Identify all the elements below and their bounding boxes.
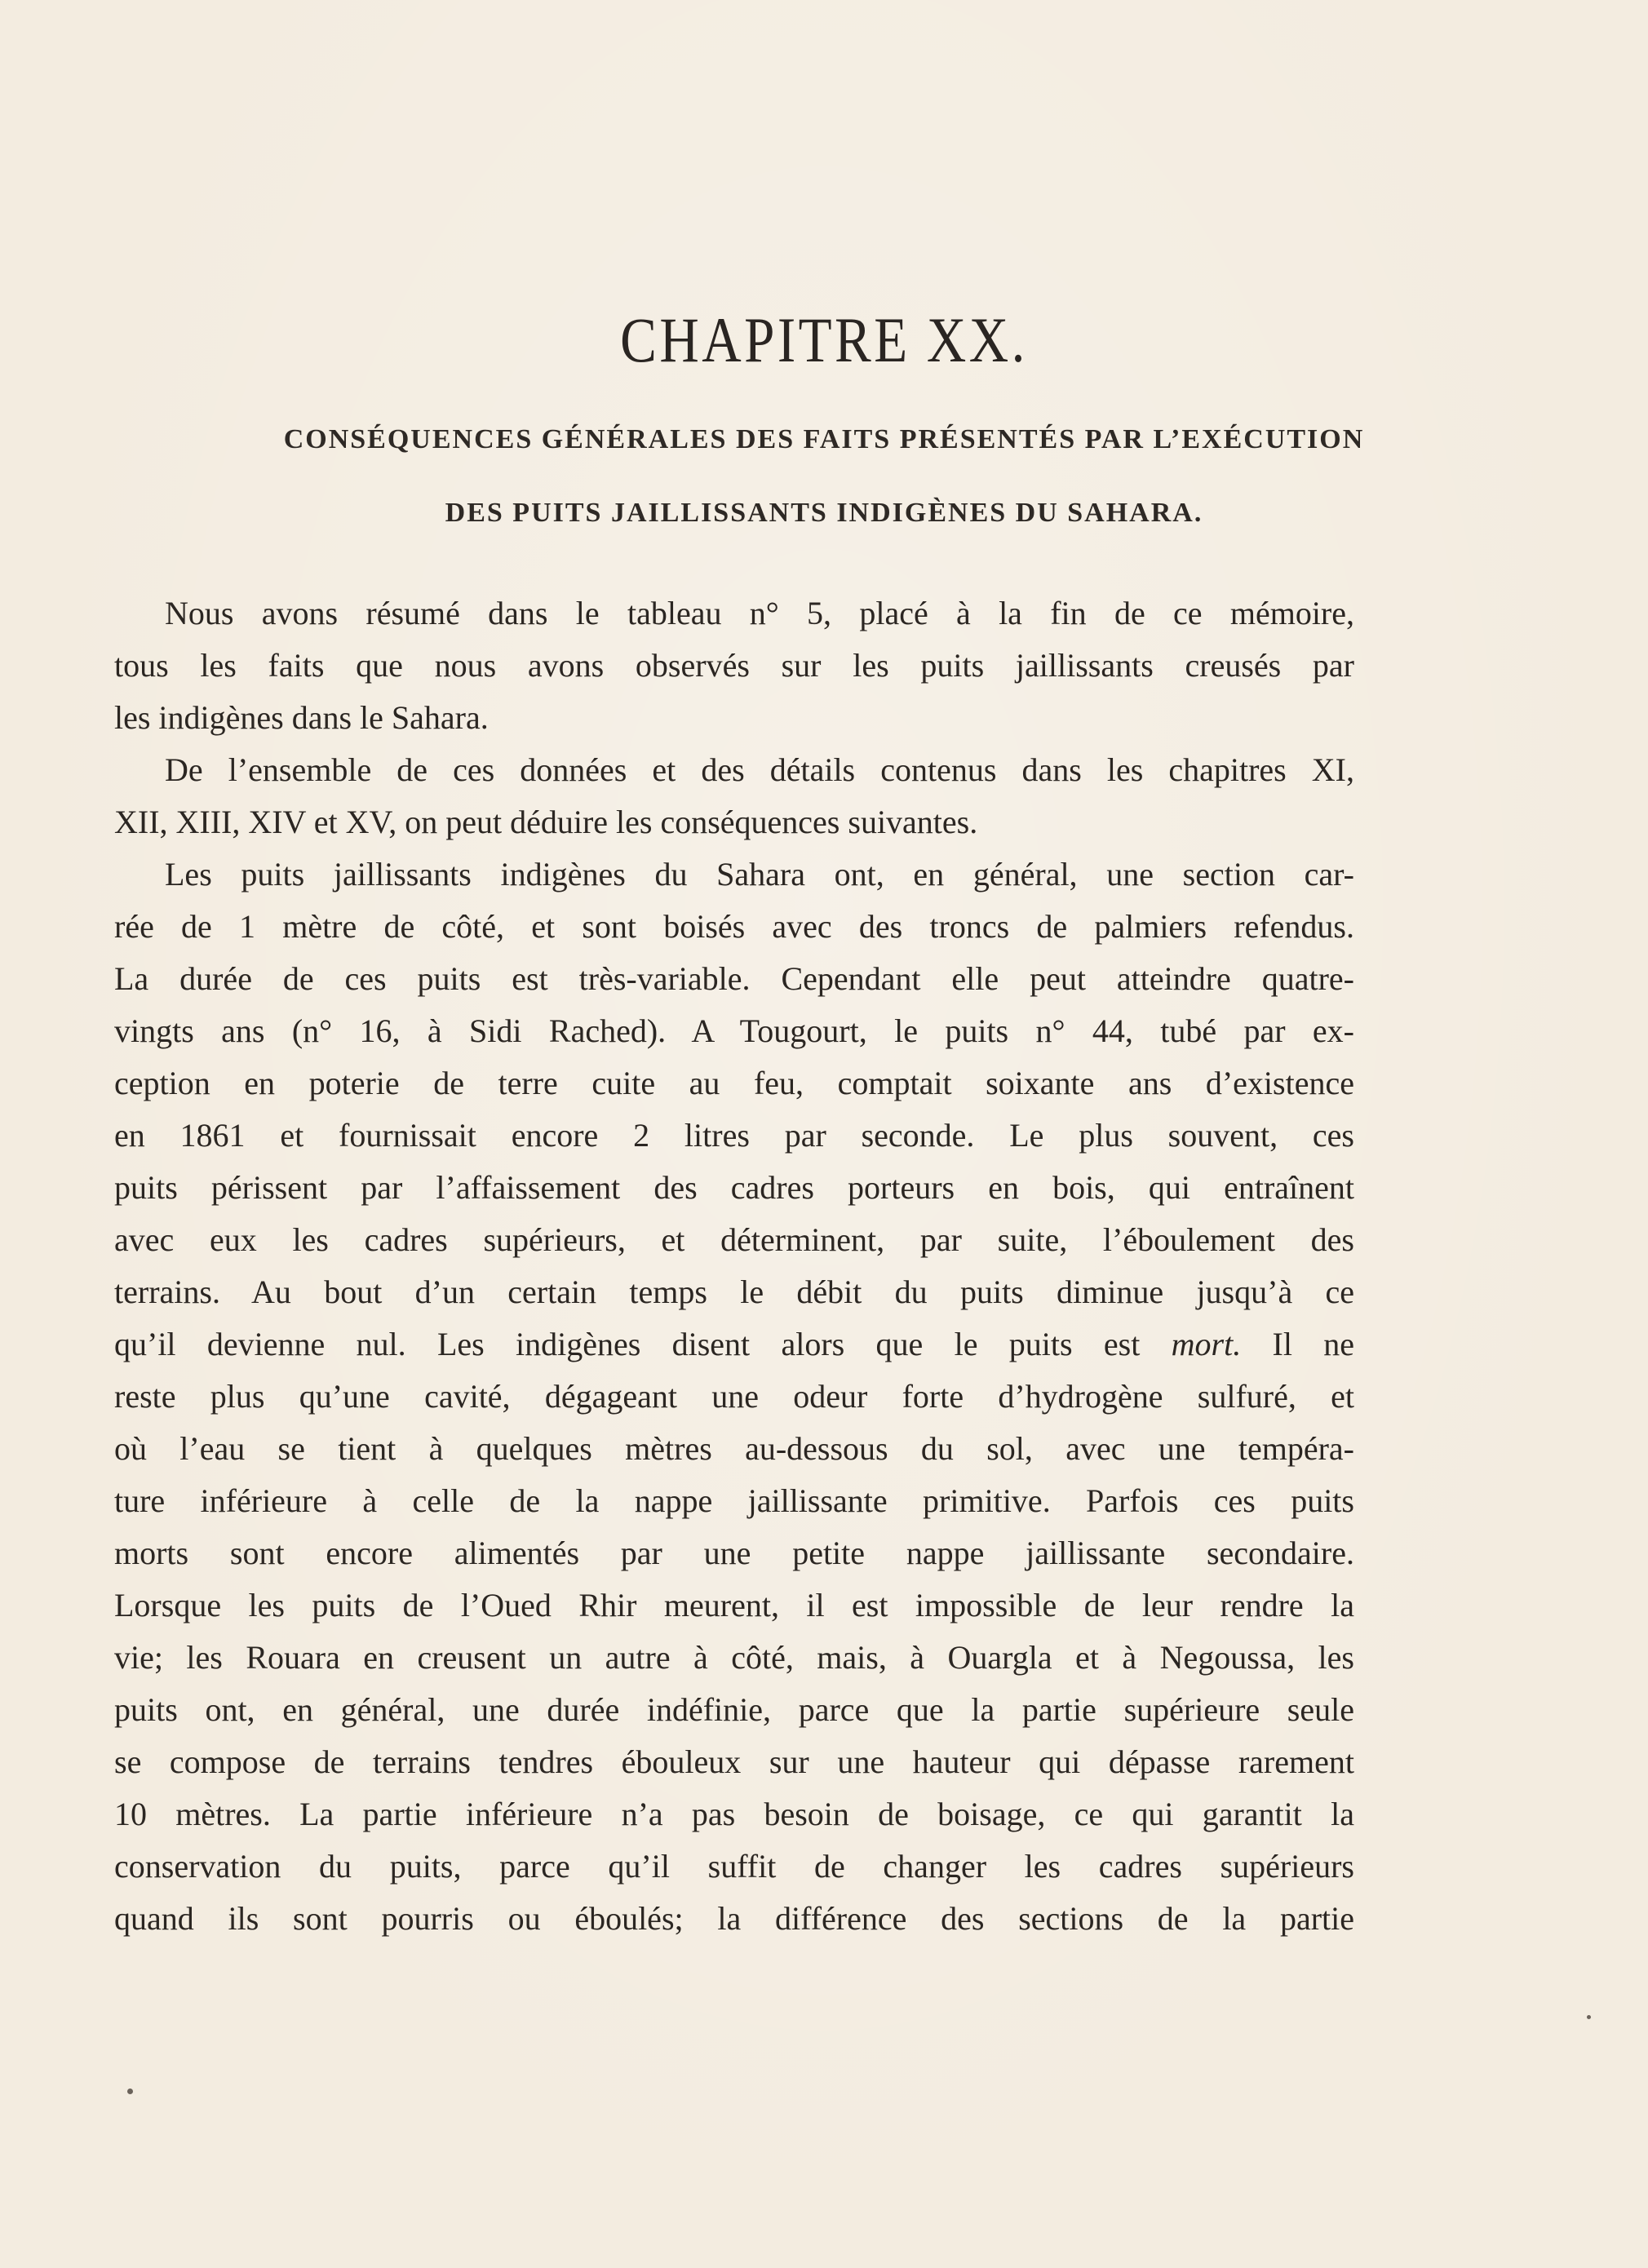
paragraph-line-with-italic — [114, 1318, 1354, 1371]
chapter-subtitle-line-2: DES PUITS JAILLISSANTS INDIGÈNES DU SAHARA. — [445, 498, 1203, 528]
body-text — [114, 587, 1354, 1945]
paragraph-line: vingts ans (n° 16, à Sidi Rached). A Tougourt, le puits n° 44, tubé par ex- — [114, 1012, 1354, 1049]
paragraph-line: Nous avons résumé dans le tableau n° 5, placé à la fin de ce mémoire, — [165, 595, 1354, 631]
line-tail: Il ne — [1272, 1326, 1355, 1362]
paragraph-line: terrains. Au bout d’un certain temps le débit du puits diminue jusqu’à ce — [114, 1274, 1354, 1310]
paragraph-line: les indigènes dans le Sahara. — [114, 699, 489, 736]
paragraph-line: avec eux les cadres supérieurs, et déterminent, par suite, l’éboulement des — [114, 1221, 1354, 1258]
paragraph-line: De l’ensemble de ces données et des détails contenus dans les chapitres XI, — [165, 751, 1354, 788]
italic-word: mort. — [1171, 1326, 1242, 1362]
paragraph-line: Les puits jaillissants indigènes du Sahara ont, en général, une section car- — [165, 856, 1354, 893]
paragraph-line: où l’eau se tient à quelques mètres au-dessous du sol, avec une tempéra- — [114, 1430, 1354, 1467]
paragraph-line: en 1861 et fournissait encore 2 litres par seconde. Le plus souvent, ces — [114, 1117, 1354, 1154]
paragraph-line: ture inférieure à celle de la nappe jaillissante primitive. Parfois ces puits — [114, 1482, 1354, 1519]
paragraph-line: conservation du puits, parce qu’il suffit de changer les cadres supérieurs — [114, 1848, 1354, 1885]
paragraph-line: reste plus qu’une cavité, dégageant une odeur forte d’hydrogène sulfuré, et — [114, 1378, 1354, 1415]
paragraph-line: morts sont encore alimentés par une petite nappe jaillissante secondaire. — [114, 1535, 1354, 1571]
chapter-subtitle-line-1: CONSÉQUENCES GÉNÉRALES DES FAITS PRÉSENTÉS PAR L’EXÉCUTION — [283, 424, 1365, 454]
paper-speck — [127, 2089, 133, 2094]
paragraph-line: La durée de ces puits est très-variable. Cependant elle peut atteindre quatre- — [114, 960, 1354, 997]
chapter-title: CHAPITRE XX. — [620, 304, 1028, 375]
paragraph-line: 10 mètres. La partie inférieure n’a pas besoin de boisage, ce qui garantit la — [114, 1796, 1354, 1832]
paragraph-line: vie; les Rouara en creusent un autre à côté, mais, à Ouargla et à Negoussa, les — [114, 1639, 1354, 1676]
paragraph-line: ception en poterie de terre cuite au feu, comptait soixante ans d’existence — [114, 1065, 1354, 1101]
paragraph-line: Lorsque les puits de l’Oued Rhir meurent, il est impossible de leur rendre la — [114, 1587, 1354, 1623]
paragraph-line: puits périssent par l’affaissement des cadres porteurs en bois, qui entraînent — [114, 1169, 1354, 1206]
paragraph-line: tous les faits que nous avons observés sur les puits jaillissants creusés par — [114, 647, 1354, 684]
paper-speck — [1587, 2015, 1591, 2019]
paragraph-line: quand ils sont pourris ou éboulés; la différence des sections de la partie — [114, 1900, 1354, 1937]
paragraph-line: puits ont, en général, une durée indéfinie, parce que la partie supérieure seule — [114, 1691, 1354, 1728]
paragraph-line: se compose de terrains tendres ébouleux sur une hauteur qui dépasse rarement — [114, 1743, 1354, 1780]
paragraph-line: rée de 1 mètre de côté, et sont boisés avec des troncs de palmiers refendus. — [114, 908, 1354, 945]
line-text: qu’il devienne nul. Les indigènes disent alors que le puits est — [114, 1326, 1141, 1362]
paragraph-line: XII, XIII, XIV et XV, on peut déduire les conséquences suivantes. — [114, 804, 978, 840]
